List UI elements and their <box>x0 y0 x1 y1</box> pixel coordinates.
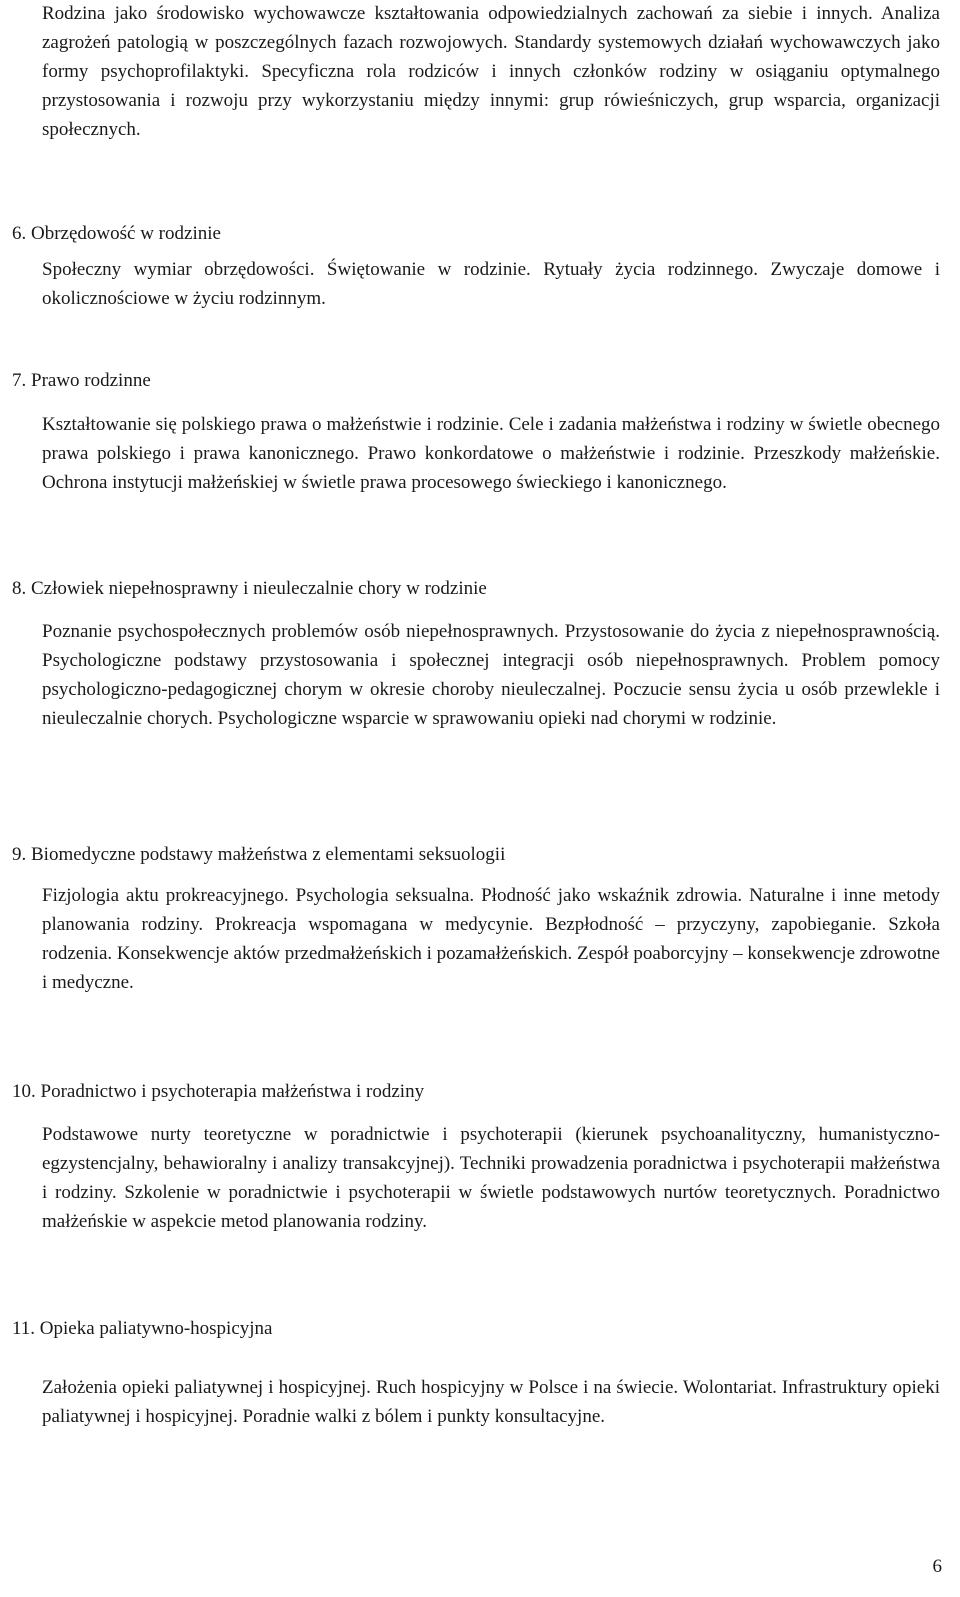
section-9-body: Fizjologia aktu prokreacyjnego. Psychologia seksualna. Płodność jako wskaźnik zdrowia. Naturalne i inne metody planowania rodziny. Prokreacja wspomagana w medycynie. Bezpłodność – przyczyny, zapobieganie. Szkoła rodzenia. Konsekwencje aktów przedmałżeńskich i pozamałżeńskich. Zespół poaborcyjny – konsekwencje zdrowotne i medyczne. <box>42 885 940 993</box>
section-7-body: Kształtowanie się polskiego prawa o małżeństwie i rodzinie. Cele i zadania małżeństwa i rodziny w świetle obecnego prawa polskiego i prawa kanonicznego. Prawo konkordatowe o małżeństwie i rodzinie. Przeszkody małżeńskie. Ochrona instytucji małżeńskiej w świetle prawa procesowego świeckiego i kanonicznego. <box>42 414 940 493</box>
section-5-body: Rodzina jako środowisko wychowawcze kształtowania odpowiedzialnych zachowań za siebie i innych. Analiza zagrożeń patologią w poszczególnych fazach rozwojowych. Standardy systemowych działań wychowawczych jako formy psychoprofilaktyki. Specyficzna rola rodziców i innych członków rodziny w osiąganiu optymalnego przystosowania i rozwoju przy wykorzystaniu między innymi: grup rówieśniczych, grup wsparcia, organizacji społecznych. <box>42 3 940 140</box>
section-7-heading: 7. Prawo rodzinne <box>12 370 151 391</box>
section-6-heading: 6. Obrzędowość w rodzinie <box>12 223 221 244</box>
section-10-heading: 10. Poradnictwo i psychoterapia małżeństwa i rodziny <box>12 1081 425 1102</box>
section-6-body: Społeczny wymiar obrzędowości. Świętowanie w rodzinie. Rytuały życia rodzinnego. Zwyczaje domowe i okolicznościowe w życiu rodzinnym. <box>42 259 940 309</box>
section-8-heading: 8. Człowiek niepełnosprawny i nieuleczalnie chory w rodzinie <box>12 578 487 599</box>
section-11-heading: 11. Opieka paliatywno-hospicyjna <box>12 1318 273 1339</box>
section-9-heading: 9. Biomedyczne podstawy małżeństwa z elementami seksuologii <box>12 844 506 865</box>
section-11-body: Założenia opieki paliatywnej i hospicyjnej. Ruch hospicyjny w Polsce i na świecie. Wolontariat. Infrastruktury opieki paliatywnej i hospicyjnej. Poradnie walki z bólem i punkty konsultacyjne. <box>42 1377 940 1427</box>
section-10-body: Podstawowe nurty teoretyczne w poradnictwie i psychoterapii (kierunek psychoanalityczny, humanistyczno-egzystencjalny, behawioralny i analizy transakcyjnej). Techniki prowadzenia poradnictwa i psychoterapii małżeństwa i rodziny. Szkolenie w poradnictwie i psychoterapii w świetle podstawowych nurtów teoretycznych. Poradnictwo małżeńskie w aspekcie metod planowania rodziny. <box>42 1124 940 1232</box>
section-8-body: Poznanie psychospołecznych problemów osób niepełnosprawnych. Przystosowanie do życia z niepełnosprawnością. Psychologiczne podstawy przystosowania i społecznej integracji osób niepełnosprawnych. Problem pomocy psychologiczno-pedagogicznej chorym w okresie choroby nieuleczalnej. Poczucie sensu życia u osób przewlekle i nieuleczalnie chorych. Psychologiczne wsparcie w sprawowaniu opieki nad chorymi w rodzinie. <box>42 621 940 729</box>
page-number: 6 <box>932 1556 942 1577</box>
